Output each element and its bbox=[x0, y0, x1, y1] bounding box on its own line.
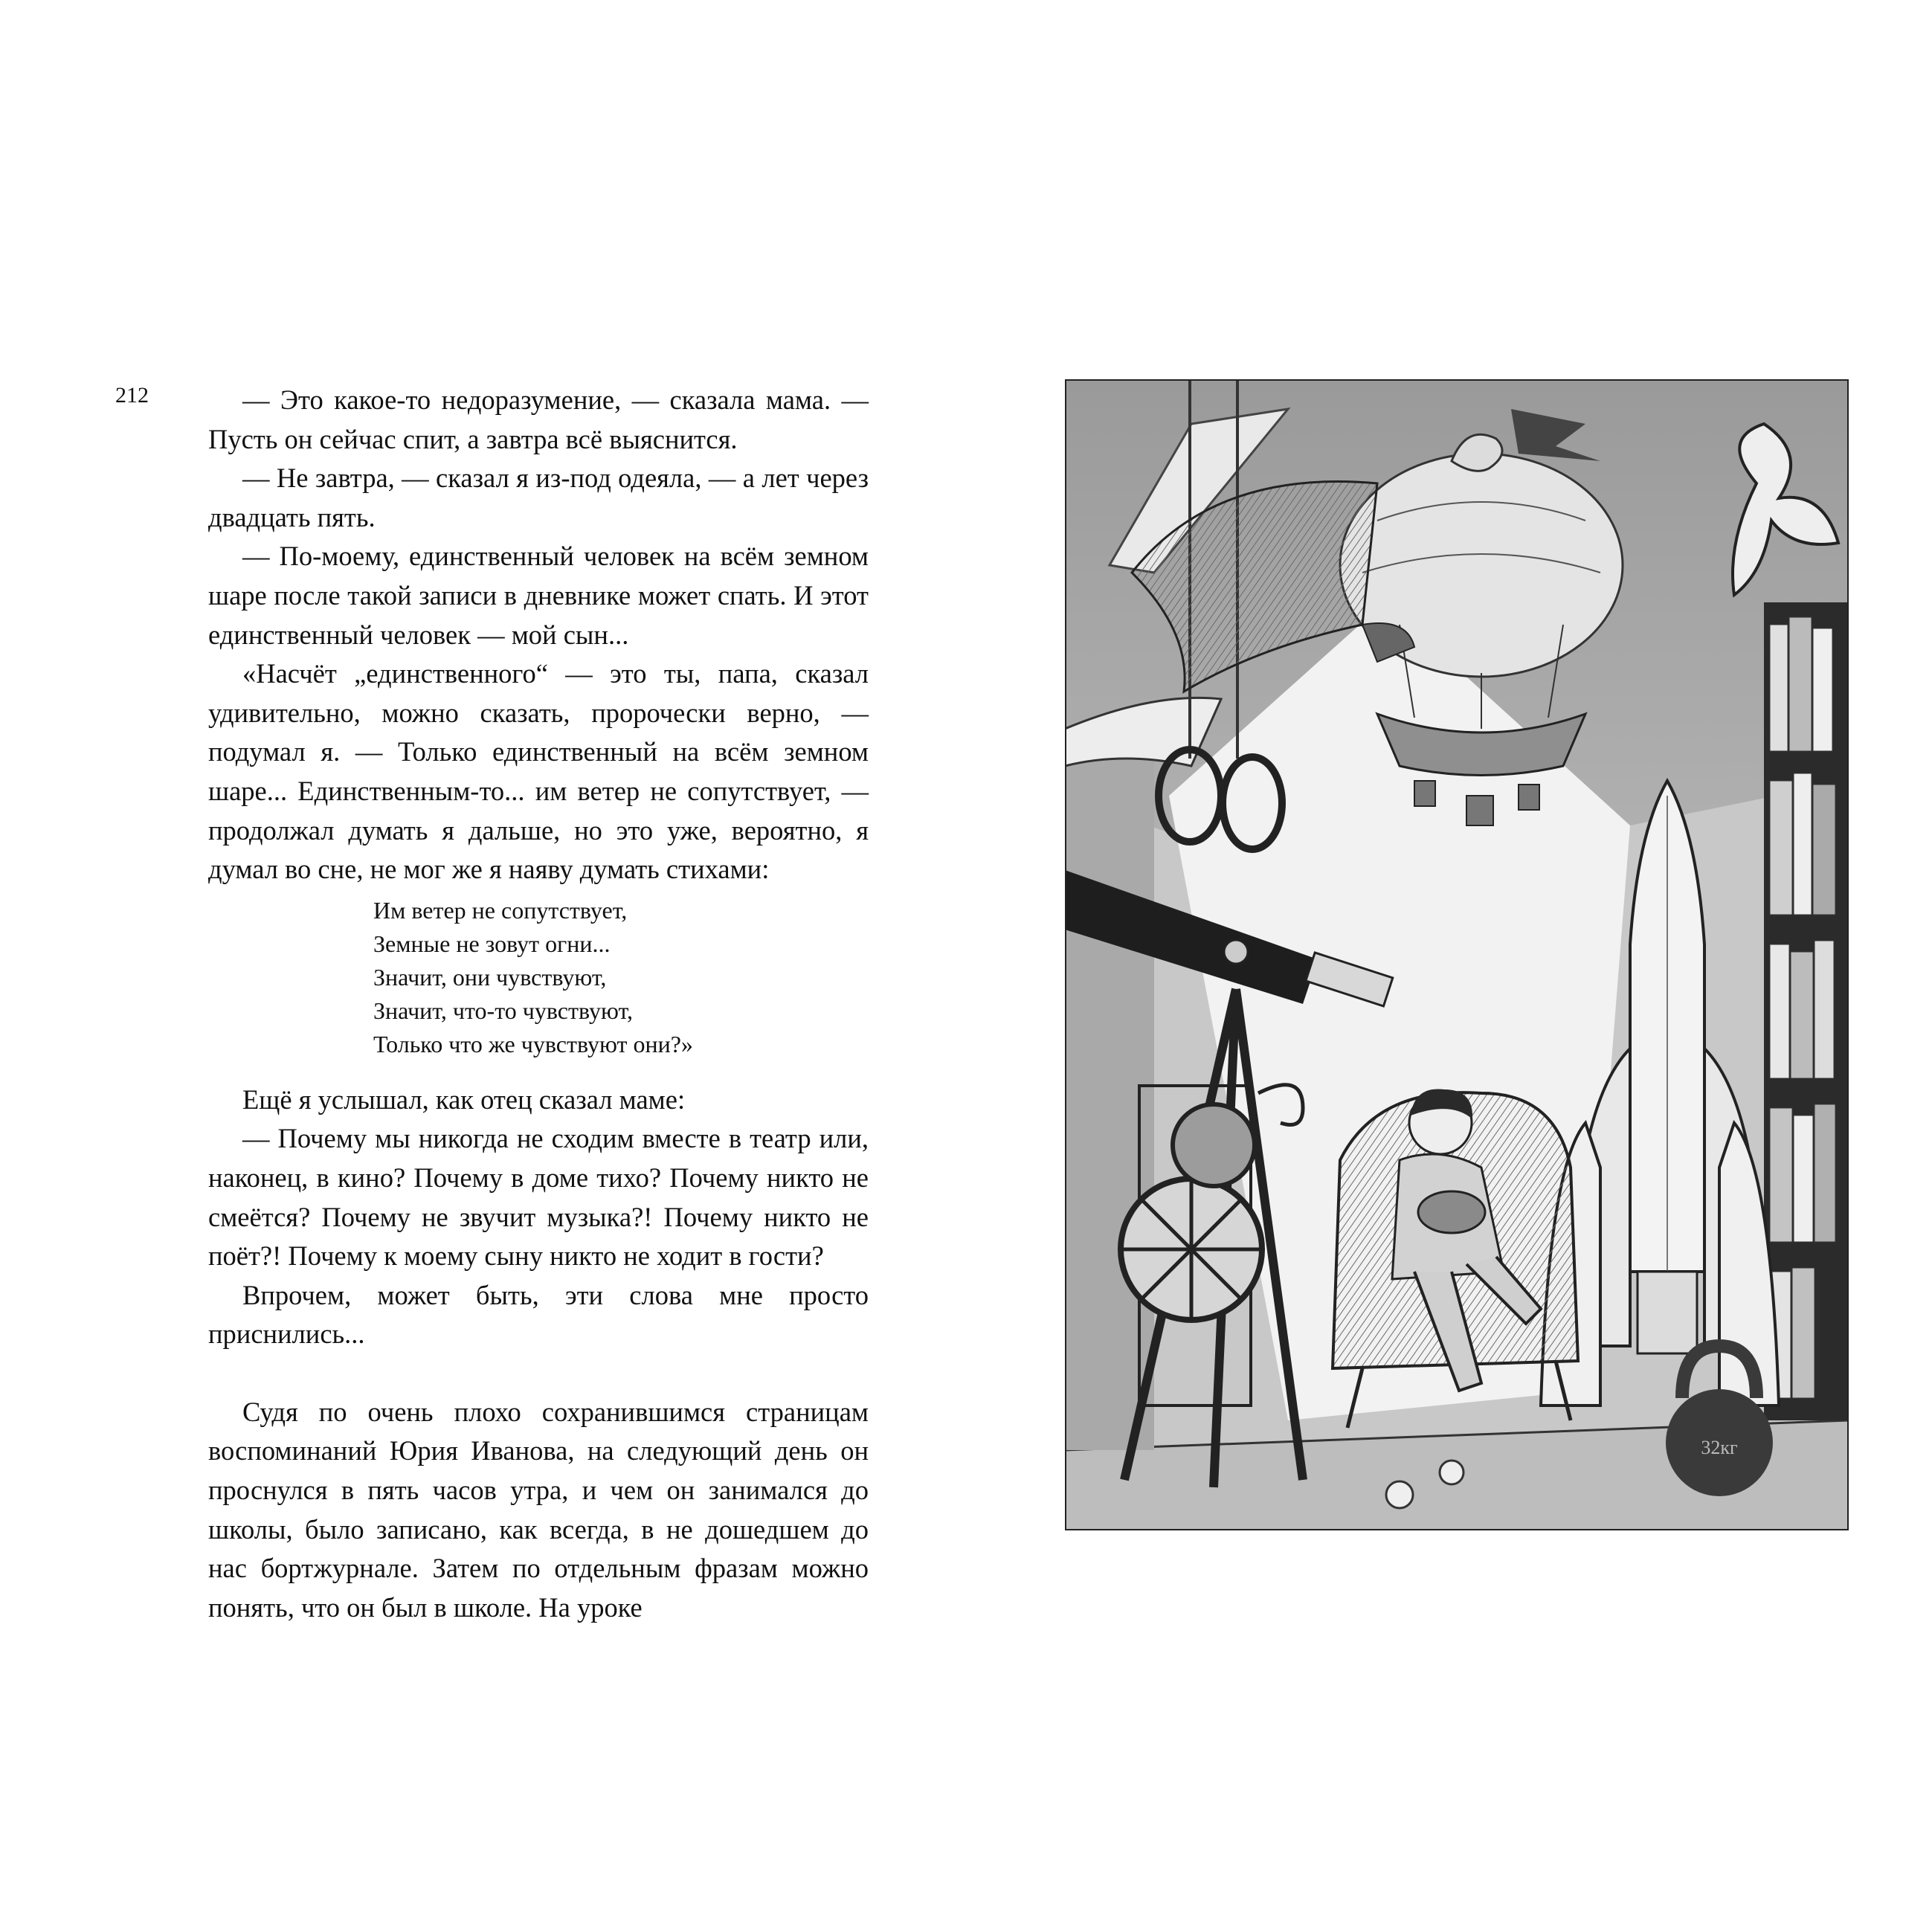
hanging-barrel-2 bbox=[1466, 796, 1493, 825]
paragraph-6: — Почему мы никогда не сходим вместе в театр или, наконец, в кино? Почему в доме тихо? Почему никто не смеётся? Почему не звучит музыка?! Почему никто не поёт?! Почему к моему сыну никто не ходит в гости? bbox=[208, 1123, 869, 1272]
text-column bbox=[208, 381, 869, 1627]
rocket-nozzle bbox=[1638, 1272, 1697, 1353]
paragraph-7: Впрочем, может быть, эти слова мне просто приснились... bbox=[208, 1279, 869, 1350]
kettlebell-mark: 32кг bbox=[1701, 1437, 1738, 1458]
paragraph-4: «Насчёт „единственного“ — это ты, папа, сказал удивительно, можно сказать, пророчески верно, — подумал я. — Только единственный на всём земном шаре... Единственным-то... им ветер не сопутствует, — продолжал думать я дальше, но это уже, вероятно, я думал во сне, не мог же я наяву думать стихами: bbox=[208, 658, 869, 885]
gear-small bbox=[1173, 1104, 1255, 1186]
section-gap bbox=[208, 1354, 869, 1393]
hanging-barrel-3 bbox=[1519, 785, 1539, 810]
ball-1 bbox=[1386, 1481, 1413, 1508]
poem-line-2: Земные не зовут огни... bbox=[373, 930, 611, 957]
cat bbox=[1418, 1191, 1485, 1233]
paragraph-3: — По-моему, единственный человек на всём земном шаре после такой записи в дневнике может спать. И этот единственный человек — мой сын... bbox=[208, 541, 869, 650]
ball-2 bbox=[1440, 1461, 1464, 1484]
illustration bbox=[1065, 379, 1849, 1530]
paragraph-5: Ещё я услышал, как отец сказал маме: bbox=[242, 1083, 686, 1115]
gear-large-spokes bbox=[1121, 1179, 1262, 1320]
telescope-knob bbox=[1224, 940, 1248, 964]
poem-line-4: Значит, что-то чувствуют, bbox=[373, 996, 634, 1024]
hanging-barrel-1 bbox=[1414, 781, 1435, 806]
illustration-drawing bbox=[1065, 379, 1849, 1530]
paragraph-2: — Не завтра, — сказал я из-под одеяла, — а лет через двадцать пять. bbox=[208, 463, 869, 532]
poem-line-1: Им ветер не сопутствует, bbox=[373, 896, 628, 924]
poem bbox=[208, 889, 869, 1081]
paragraph-8: Судя по очень плохо сохранившимся страницам воспоминаний Юрия Иванова, на следующий день он проснулся в пять часов утра, и чем он занимался до школы, было записано, как всегда, в не дошедшем до нас бортжурнале. Затем по отдельным фразам можно понять, что он был в школе. На уроке bbox=[208, 1396, 869, 1623]
paragraph-1: — Это какое-то недоразумение, — сказала мама. — Пусть он сейчас спит, а завтра всё выяснится. bbox=[208, 384, 869, 454]
page-number: 212 bbox=[115, 383, 149, 408]
poem-line-3: Значит, они чувствуют, bbox=[373, 963, 607, 991]
poem-line-5: Только что же чувствуют они?» bbox=[373, 1030, 693, 1057]
